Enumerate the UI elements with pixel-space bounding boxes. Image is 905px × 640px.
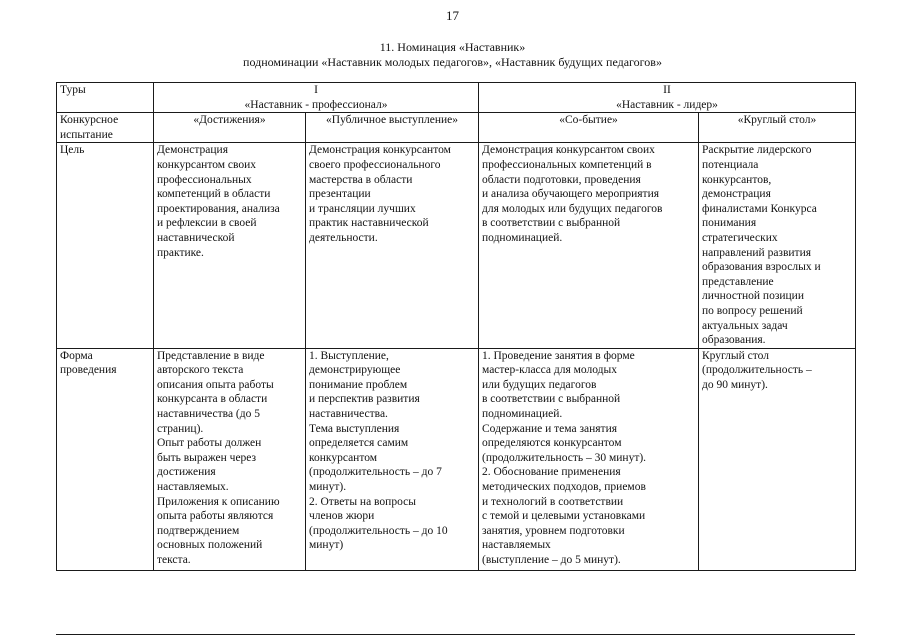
text-line: подтверждением (157, 524, 240, 537)
text-line: конкурсантов, (702, 173, 772, 186)
text-line: демонстрация (702, 188, 771, 201)
row-tours (57, 83, 856, 113)
text-line: и технологий в соответствии (482, 495, 624, 508)
text-line: мастер-класса для молодых (482, 364, 617, 377)
text-line: и рефлексии в своей (157, 217, 257, 230)
text-line: определяется самим (309, 437, 409, 450)
text-line: и трансляции лучших (309, 202, 416, 215)
text-line: минут) (309, 539, 344, 552)
format-label-cell (57, 348, 154, 570)
row-format (57, 348, 856, 570)
tour-1-name: «Наставник - профессионал» (244, 98, 388, 111)
text-line: демонстрирующее (309, 364, 401, 377)
text-line: текста. (157, 554, 191, 566)
text-line: Тема выступления (309, 422, 400, 435)
title-line-1: 11. Номинация «Наставник» (379, 40, 526, 54)
goal-co-event (479, 143, 699, 348)
format-round-table (699, 348, 856, 570)
text-line: проектирования, анализа (157, 202, 280, 215)
text-line: 2. Ответы на вопросы (309, 495, 416, 508)
text-line: стратегических (702, 231, 778, 244)
text-line: Конкурсное (60, 114, 119, 127)
text-line: наставнической (157, 231, 235, 244)
text-line: членов жюри (309, 510, 375, 523)
goal-round-table (699, 143, 856, 348)
text-line: и перспектив развития (309, 393, 420, 406)
text-line: Демонстрация конкурсантом своих (482, 144, 655, 157)
goal-achievements (154, 143, 306, 348)
text-line: достижения (157, 466, 216, 479)
tour-1-header (154, 83, 479, 113)
document-title (0, 40, 905, 70)
text-line: определяются конкурсантом (482, 437, 622, 450)
text-line: авторского текста (157, 364, 244, 377)
text-line: наставничества (до 5 (157, 408, 260, 421)
text-line: страниц). (157, 422, 204, 435)
text-line: испытание (60, 128, 113, 141)
text-line: компетенций в области (157, 188, 271, 201)
text-line: области подготовки, проведения (482, 173, 641, 186)
text-line: актуальных задач (702, 319, 788, 332)
text-line: образования взрослых и (702, 261, 821, 274)
test-round-table: «Круглый стол» (699, 113, 856, 143)
tour-2-name: «Наставник - лидер» (616, 98, 718, 111)
text-line: проведения (60, 364, 117, 377)
text-line: образования. (702, 334, 766, 347)
text-line: или будущих педагогов (482, 378, 597, 391)
text-line: описания опыта работы (157, 378, 274, 391)
text-line: минут). (309, 481, 347, 494)
text-line: Демонстрация конкурсантом (309, 144, 451, 157)
tour-2-number: II (663, 84, 671, 96)
row-competition-test (57, 113, 856, 143)
row-goal (57, 143, 856, 348)
text-line: 1. Выступление, (309, 349, 389, 362)
test-public-speech: «Публичное выступление» (306, 113, 479, 143)
text-line: для молодых или будущих педагогов (482, 202, 663, 215)
text-line: в соответствии с выбранной (482, 217, 621, 230)
tour-1-number: I (314, 84, 318, 96)
text-line: практик наставнической (309, 217, 429, 230)
text-line: (продолжительность – до 7 (309, 466, 442, 479)
format-co-event (479, 348, 699, 570)
text-line: понимание проблем (309, 378, 408, 391)
goal-label-cell (57, 143, 154, 348)
text-line: наставляемых. (157, 481, 229, 494)
text-line: опыта работы являются (157, 510, 274, 523)
text-line: занятия, уровнем подготовки (482, 524, 625, 537)
text-line: быть выражен через (157, 451, 257, 464)
text-line: мастерства в области (309, 173, 413, 186)
goal-public-speech (306, 143, 479, 348)
text-line: практике. (157, 246, 204, 259)
text-line: Круглый стол (702, 349, 769, 362)
text-line: Опыт работы должен (157, 437, 262, 450)
page-bottom-rule (56, 634, 855, 635)
test-co-event: «Со-бытие» (479, 113, 699, 143)
text-line: по вопросу решений (702, 304, 803, 317)
title-line-2: подноминации «Наставник молодых педагогов», «Наставник будущих педагогов» (243, 55, 662, 69)
text-line: направлений развития (702, 246, 812, 259)
text-line: деятельности. (309, 231, 378, 244)
page-number: 17 (446, 8, 459, 23)
text-line: своего профессионального (309, 158, 441, 171)
text-line: профессиональных (157, 173, 252, 186)
text-line: представление (702, 275, 774, 288)
text-line: конкурсантом (309, 451, 378, 464)
text-line: 1. Проведение занятия в форме (482, 349, 635, 362)
tours-label-cell (57, 83, 154, 113)
text-line: до 90 минут). (702, 378, 768, 391)
text-line: Содержание и тема занятия (482, 422, 618, 435)
text-line: подноминацией. (482, 231, 563, 244)
text-line: основных положений (157, 539, 263, 552)
text-line: конкурсанта в области (157, 393, 268, 406)
text-line: понимания (702, 217, 757, 230)
text-line: подноминацией. (482, 408, 563, 421)
format-achievements (154, 348, 306, 570)
text-line: Представление в виде (157, 349, 265, 362)
text-line: Раскрытие лидерского (702, 144, 812, 157)
tour-2-header (479, 83, 856, 113)
text-line: презентации (309, 188, 371, 201)
text-line: методических подходов, приемов (482, 481, 646, 494)
text-line: (продолжительность – до 10 (309, 524, 448, 537)
text-line: в соответствии с выбранной (482, 393, 621, 406)
text-line: (продолжительность – (702, 364, 812, 377)
text-line: наставляемых (482, 539, 551, 552)
text-line: конкурсантом своих (157, 158, 257, 171)
nomination-table (56, 82, 856, 571)
text-line: Приложения к описанию (157, 495, 280, 508)
tours-label: Туры (60, 84, 86, 96)
text-line: с темой и целевыми установками (482, 510, 646, 523)
text-line: Форма (60, 349, 93, 362)
goal-label: Цель (60, 144, 85, 157)
text-line: Демонстрация (157, 144, 228, 157)
test-label-cell (57, 113, 154, 143)
text-line: финалистами Конкурса (702, 202, 817, 215)
text-line: (выступление – до 5 минут). (482, 554, 621, 566)
text-line: наставничества. (309, 408, 388, 421)
text-line: (продолжительность – 30 минут). (482, 451, 647, 464)
text-line: личностной позиции (702, 290, 804, 303)
text-line: и анализа обучающего мероприятия (482, 188, 660, 201)
text-line: потенциала (702, 158, 759, 171)
text-line: профессиональных компетенций в (482, 158, 652, 171)
format-public-speech (306, 348, 479, 570)
text-line: 2. Обоснование применения (482, 466, 621, 479)
test-achievements: «Достижения» (154, 113, 306, 143)
